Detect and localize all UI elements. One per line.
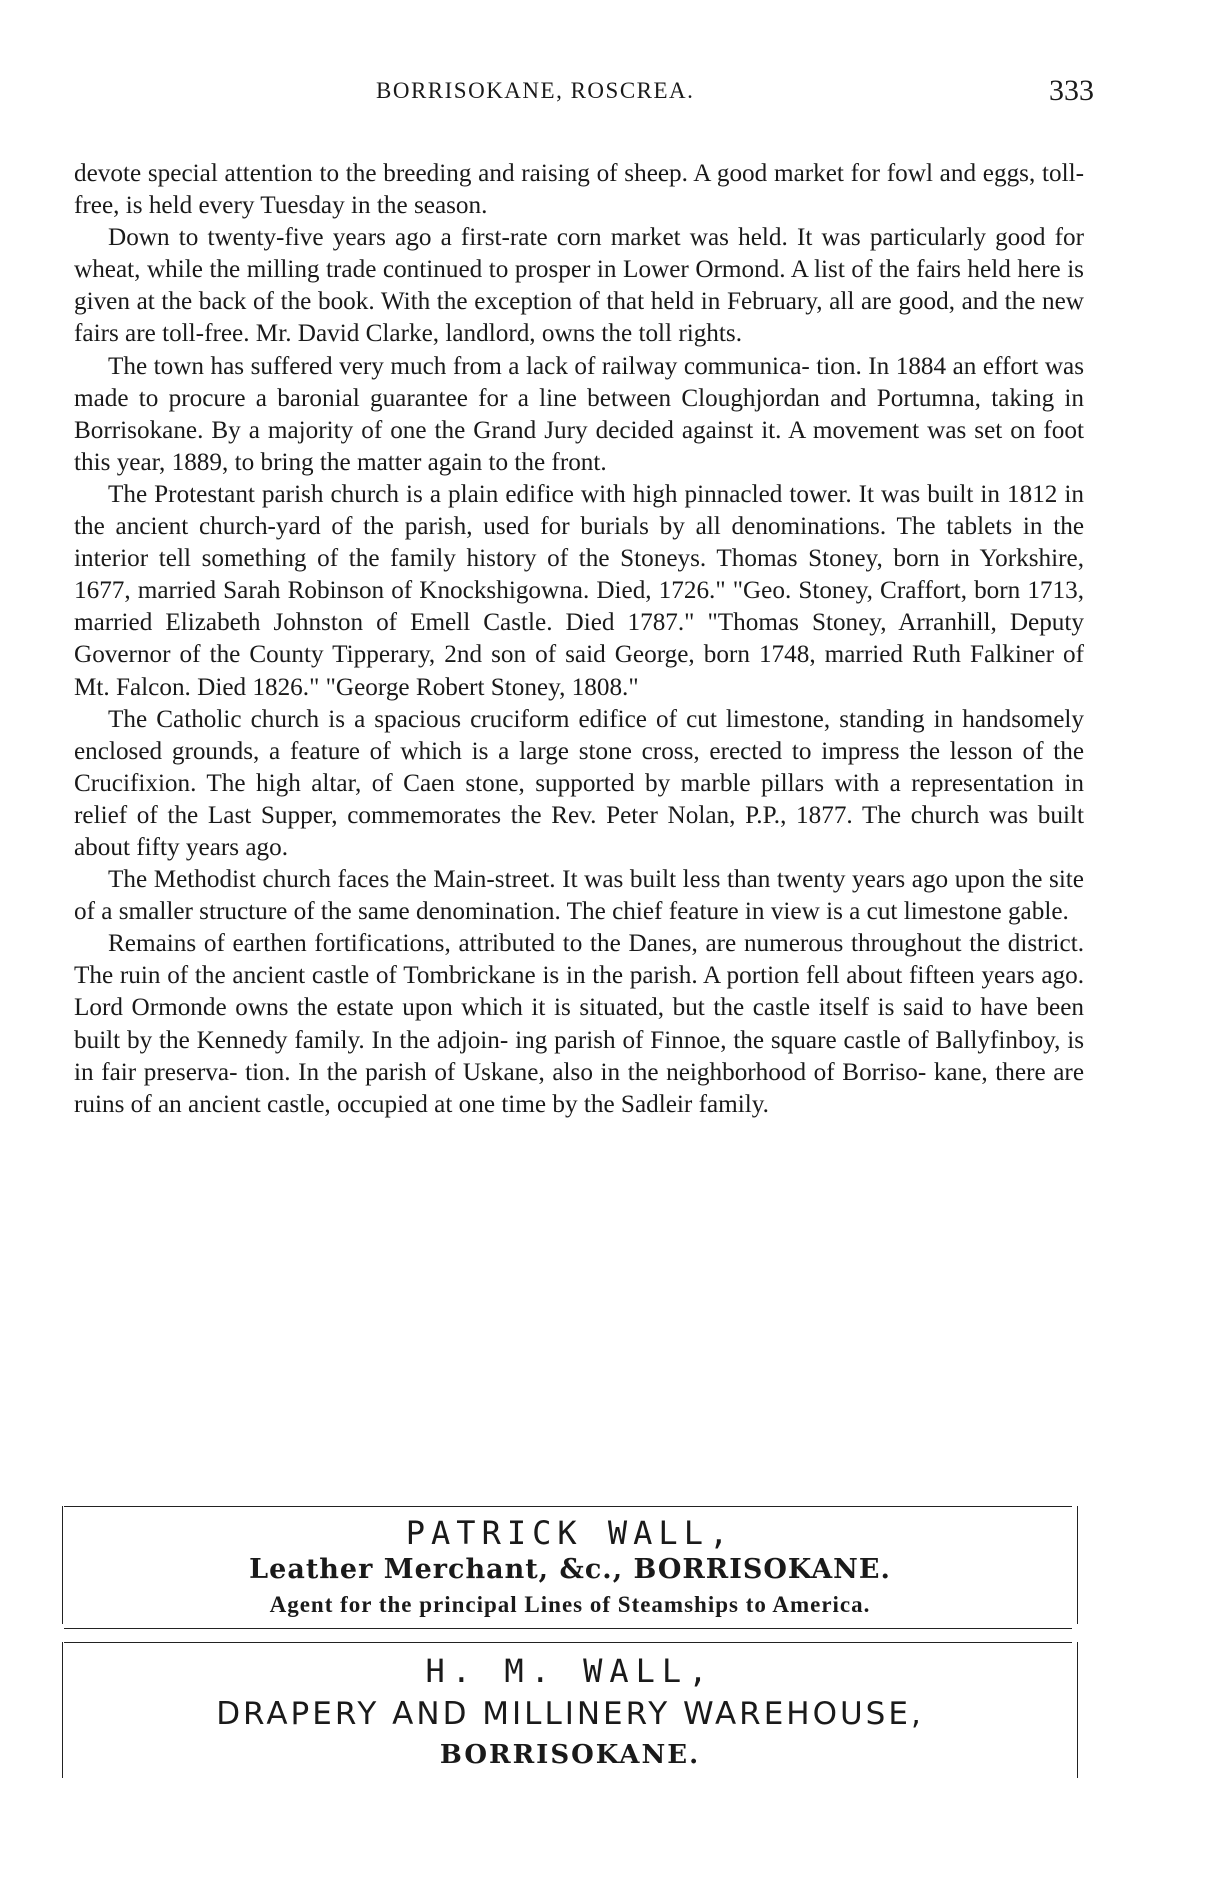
page-number: 333 [1049, 74, 1094, 107]
ad-rule-bottom [64, 1628, 1072, 1629]
paragraph-catholic-church: The Catholic church is a spacious cruciform edifice of cut limestone, standing in handsomely enclosed grounds, a feature of which is a large stone cross, erected to impress the lesson of the Crucifixion. The high altar, of Caen stone, supported by marble pillars with a representation in relief of the Last Supper, commemorates the Rev. Peter Nolan, P.P., 1877. The church was built about fifty years ago. [74, 705, 1084, 861]
body-text [74, 158, 1084, 1121]
paragraph-fortifications: Remains of earthen fortifications, attributed to the Danes, are numerous throughout the district. The ruin of the ancient castle of Tombrickane is in the parish. A portion fell about fifteen years ago. Lord Ormonde owns the estate upon which it is situated, but the castle itself is said to have been built by the Kennedy family. In the adjoin- ing parish of Finnoe, the square castle of Ballyfinboy, is in fair preserva- tion. In the parish of Uskane, also in the neighborhood of Borriso- kane, there are ruins of an ancient castle, occupied at one time by the Sadleir family. [74, 930, 1084, 1118]
paragraph-protestant-church: The Protestant parish church is a plain edifice with high pinnacled tower. It was built in 1812 in the ancient church-yard of the parish, used for burials by all denominations. The tablets in the interior tell something of the family history of the Stoneys. Thomas Stoney, born in Yorkshire, 1677, married Sarah Robinson of Knockshigowna. Died, 1726." "Geo. Stoney, Craffort, born 1713, married Elizabeth Johnston of Emell Castle. Died 1787." "Thomas Stoney, Arranhill, Deputy Governor of the County Tipperary, 2nd son of said George, born 1748, married Ruth Falkiner of Mt. Falcon. Died 1826." "George Robert Stoney, 1808." [74, 480, 1084, 701]
running-title: BORRISOKANE, ROSCREA. [376, 78, 695, 103]
advertisement-h-m-wall [60, 1640, 1080, 1780]
paragraph-railway: The town has suffered very much from a lack of railway communica- tion. In 1884 an effort was made to procure a baronial guarantee for a line between Cloughjordan and Portumna, taking in Borrisokane. By a majority of one the Grand Jury decided against it. A movement was set on foot this year, 1889, to bring the matter again to the front. [74, 352, 1084, 476]
advertisement-patrick-wall [60, 1504, 1080, 1626]
ad-rule-top [64, 1506, 1072, 1507]
ad-rule-top [64, 1642, 1072, 1643]
advertiser-trade: DRAPERY AND MILLINERY WAREHOUSE, [216, 1696, 924, 1732]
advertiser-town: BORRISOKANE. [439, 1740, 701, 1770]
running-head [0, 74, 1214, 114]
advertiser-name: PATRICK WALL, [405, 1514, 735, 1552]
advertiser-trade: Leather Merchant, &c., BORRISOKANE. [249, 1554, 891, 1585]
paragraph-corn-market: Down to twenty-five years ago a first-rate corn market was held. It was particularly good for wheat, while the milling trade continued to prosper in Lower Ormond. A list of the fairs held here is given at the back of the book. With the exception of that held in February, all are good, and the new fairs are toll-free. Mr. David Clarke, landlord, owns the toll rights. [74, 224, 1084, 348]
advertiser-name: H. M. WALL, [425, 1652, 715, 1690]
advertiser-agency: Agent for the principal Lines of Steamships to America. [269, 1592, 871, 1617]
paragraph-sheep-market: devote special attention to the breeding and raising of sheep. A good market for fowl and eggs, toll-free, is held every Tuesday in the season. [74, 160, 1084, 220]
paragraph-methodist-church: The Methodist church faces the Main-street. It was built less than twenty years ago upon the site of a smaller structure of the same denomination. The chief feature in view is a cut limestone gable. [74, 866, 1084, 926]
